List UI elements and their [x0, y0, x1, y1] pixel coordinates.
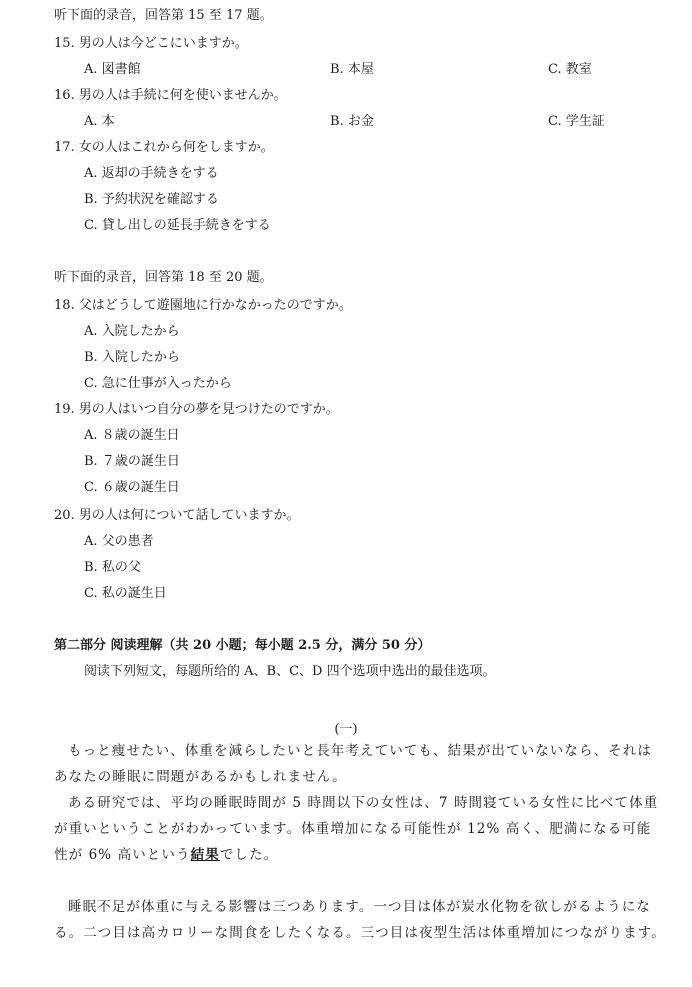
- question-16-option-b: B. お金: [330, 114, 374, 129]
- emphasized-word: 結果: [190, 847, 220, 863]
- passage-paragraph-3: 睡眠不足が体重に与える影響は三つあります。一つ目は体が炭水化物を欲しがるようになる。二つ目は高カロリーな間食をしたくなる。三つ目は夜型生活は体重増加につながります。: [54, 899, 666, 941]
- question-16-stem: 16. 男の人は手続に何を使いませんか。: [54, 88, 287, 103]
- question-20-option-b: B. 私の父: [84, 560, 141, 575]
- part2-instruction: 阅读下列短文，每题所给的 A、B、C、D 四个选项中选出的最佳选项。: [84, 664, 496, 679]
- question-18-option-b: B. 入院したから: [84, 350, 180, 365]
- paragraph-2-tail: でした。: [219, 847, 279, 863]
- question-15-option-a: A. 図書館: [84, 62, 141, 77]
- paragraph-2-text: ある研究では、平均の睡眠時間が 5 時間以下の女性は、7 時間寝ている女性に比べて体重が重いということがわかっています。体重増加になる可能性が 12% 高く、肥満になる可能性が 6% 高いという: [54, 795, 659, 863]
- question-19-option-b: B. ７歳の誕生日: [84, 454, 180, 469]
- question-18-option-a: A. 入院したから: [84, 324, 180, 339]
- passage-paragraph-2: [54, 790, 666, 868]
- section2-instruction: 听下面的录音，回答第 18 至 20 题。: [54, 270, 273, 285]
- question-17-option-b: B. 予約状況を確認する: [84, 192, 219, 207]
- question-20-stem: 20. 男の人は何について話していますか。: [54, 508, 300, 523]
- part2-heading: 第二部分 阅读理解（共 20 小题；每小题 2.5 分，满分 50 分）: [54, 638, 431, 653]
- question-19-option-c: C. ６歳の誕生日: [84, 480, 180, 495]
- question-20-option-a: A. 父の患者: [84, 534, 154, 549]
- section1-instruction: 听下面的录音，回答第 15 至 17 题。: [54, 8, 273, 23]
- question-18-option-c: C. 急に仕事が入ったから: [84, 376, 232, 391]
- passage-number: (一): [334, 722, 358, 737]
- question-16-option-c: C. 学生証: [548, 114, 605, 129]
- question-16-option-a: A. 本: [84, 114, 115, 129]
- question-18-stem: 18. 父はどうして遊園地に行かなかったのですか。: [54, 298, 352, 313]
- question-15-option-c: C. 教室: [548, 62, 592, 77]
- question-17-stem: 17. 女の人はこれから何をしますか。: [54, 140, 274, 155]
- question-15-stem: 15. 男の人は今どこにいますか。: [54, 36, 248, 51]
- passage-paragraph-1: もっと痩せたい、体重を減らしたいと長年考えていても、結果が出ていないなら、それはあなたの睡眠に問題があるかもしれません。: [54, 743, 652, 785]
- question-15-option-b: B. 本屋: [330, 62, 374, 77]
- question-17-option-a: A. 返却の手続きをする: [84, 166, 219, 181]
- question-19-option-a: A. ８歳の誕生日: [84, 428, 180, 443]
- question-19-stem: 19. 男の人はいつ自分の夢を見つけたのですか。: [54, 402, 339, 417]
- question-20-option-c: C. 私の誕生日: [84, 586, 167, 601]
- question-17-option-c: C. 貸し出しの延長手続きをする: [84, 218, 271, 233]
